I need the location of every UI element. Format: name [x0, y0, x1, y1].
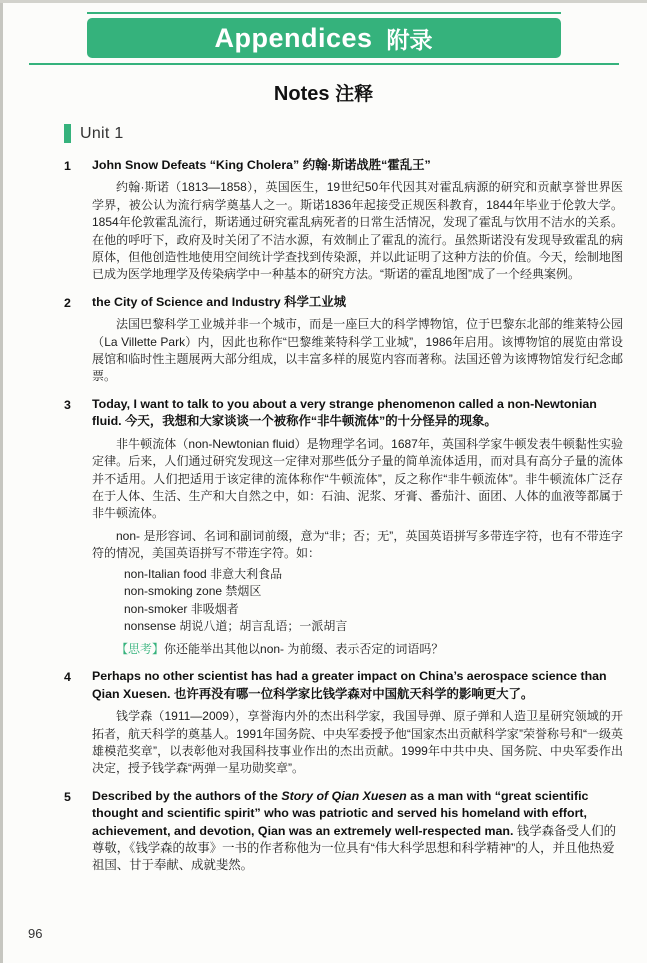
note-title-en: Perhaps no other scientist has had a greater impact on China’s aerospace science than Qian Xuesen.	[92, 669, 607, 701]
note-body	[92, 157, 623, 284]
note-item-2	[64, 294, 623, 386]
note-title-zh: 也许再没有哪一位科学家比钱学森对中国航天科学的影响更大了。	[173, 686, 534, 701]
note-title-seg2: as a man with “great scientific thought and scientific spirit” who was patriotic and served his homeland with effort, achievement, and devotion, Qian was an extremely well-respected man.	[92, 788, 589, 838]
example-line: nonsense 胡说八道；胡言乱语；一派胡言	[124, 619, 348, 634]
header-rule-top	[87, 12, 561, 14]
example-line: non-smoker 非吸烟者	[124, 601, 239, 616]
unit-heading	[64, 124, 647, 143]
note-title-zh: 约翰·斯诺战胜“霍乱王”	[302, 158, 431, 172]
unit-marker-bar	[64, 124, 71, 143]
note-number: 4	[64, 670, 71, 685]
unit-label: Unit 1	[80, 124, 124, 142]
notes-content	[0, 157, 647, 875]
note-item-4	[64, 668, 623, 777]
note-paragraph: 钱学森（1911—2009），享誉海内外的杰出科学家，我国导弹、原子弹和人造卫星研究领域的开拓者，航天科学的奠基人。1991年国务院、中央军委授予他“国家杰出贡献科学家”荣誉称号和“一级英雄模范奖章”，以表彰他对我国科技事业作出的杰出贡献。1999年中共中央、国务院、中央军委作出决定，授予钱学森“两弹一星功勋奖章”。	[92, 709, 623, 776]
notes-title-en: Notes	[273, 83, 330, 105]
note-number: 2	[64, 295, 71, 310]
note-title	[92, 668, 623, 703]
think-prompt	[92, 641, 623, 658]
note-number: 3	[64, 397, 71, 412]
note-paragraph: 非牛顿流体（non-Newtonian fluid）是物理学名词。1687年，英国科学家牛顿发表牛顿黏性实验定律。后来，人们通过研究发现这一定律对那些低分子量的简单流体适用，而对具有高分子量的流体并不适用。人们把适用于该定律的流体称作“牛顿流体”，反之称作“非牛顿流体”。非牛顿流体广泛存在于人体、生活、生产和大自然之中，如：石油、泥浆、牙膏、番茄汁、面团、人体的血液等都属于非牛顿流体。	[92, 436, 623, 521]
example-line: non-Italian food 非意大利食品	[124, 566, 283, 581]
scan-edge-top	[0, 0, 647, 3]
appendices-title-zh: 附录	[386, 26, 433, 53]
note-item-1	[64, 157, 623, 284]
note-title	[92, 396, 623, 431]
note-paragraph: non- 是形容词、名词和副词前缀，意为“非；否；无”，英国英语拼写多带连字符，也有不带连字符的情况，美国英语拼写不带连字符。如：	[92, 528, 623, 561]
note-body	[92, 788, 623, 875]
note-title	[92, 294, 623, 311]
header-rule-bottom	[29, 63, 619, 65]
note-title-seg1: Described by the authors of the	[92, 788, 282, 803]
note-title-en: Today, I want to talk to you about a very strange phenomenon called a non-Newtonian fluid.	[92, 396, 597, 429]
note-title	[92, 788, 623, 875]
notes-title	[0, 79, 647, 106]
note-title-en: the City of Science and Industry	[92, 294, 281, 309]
note-number: 5	[64, 789, 71, 804]
note-number: 1	[64, 159, 71, 173]
note-item-3	[64, 396, 623, 658]
note-body	[92, 668, 623, 777]
note-title-book-italic: Story of Qian Xuesen	[281, 788, 407, 803]
appendices-banner	[87, 18, 561, 58]
note-title-zh: 今天，我想和大家谈谈一个被称作“非牛顿流体”的十分怪异的现象。	[125, 414, 497, 429]
note-title-zh: 钱学森备受人们的尊敬，《钱学森的故事》一书的作者称他为一位具有“伟大科学思想和科学精神”的人，并且他热爱祖国、甘于奉献、成就斐然。	[92, 823, 617, 873]
note-body	[92, 294, 623, 386]
note-item-5	[64, 788, 623, 875]
page-number: 96	[28, 926, 43, 941]
note-paragraph: 法国巴黎科学工业城并非一个城市，而是一座巨大的科学博物馆，位于巴黎东北部的维莱特公园（La Villette Park）内，因此也称作“巴黎维莱特科学工业城”，1986年启用。该博物馆的展览由常设展馆和临时性主题展两大部分组成，以丰富多样的展览内容而著称。法国还曾为该博物馆发行纪念邮票。	[92, 317, 623, 384]
think-text: 你还能举出其他以non- 为前缀、表示否定的词语吗？	[164, 641, 444, 656]
note-body	[92, 396, 623, 658]
note-title-zh: 科学工业城	[284, 294, 347, 309]
note-title-en: John Snow Defeats “King Cholera”	[92, 158, 300, 172]
note-title	[92, 157, 623, 174]
think-label: 【思考】	[116, 641, 165, 656]
example-list	[124, 566, 623, 636]
example-line: non-smoking zone 禁烟区	[124, 584, 262, 599]
scan-edge-left	[0, 0, 3, 963]
notes-title-zh: 注释	[335, 84, 374, 105]
note-paragraph: 约翰·斯诺（1813—1858），英国医生，19世纪50年代因其对霍乱病源的研究和贡献享誉世界医学界，被公认为流行病学奠基人之一。斯诺1836年起接受正规医科教育，1844年毕业于伦敦大学。1854年伦敦霍乱流行，斯诺通过研究霍乱病死者的日常生活情况，发现了霍乱与饮用不洁水的关系。在他的呼吁下，政府及时关闭了不洁水源，有效制止了霍乱的流行。虽然斯诺没有发现导致霍乱的病原体，但他创造性地使用空间统计学查找到传染源，并以此证明了这种方法的价值。今天，绘制地图已成为医学地理学及传染病学中一种基本的研究方法。“斯诺的霍乱地图”成了一个经典案例。	[92, 180, 623, 282]
appendices-title-en: Appendices	[214, 22, 373, 53]
